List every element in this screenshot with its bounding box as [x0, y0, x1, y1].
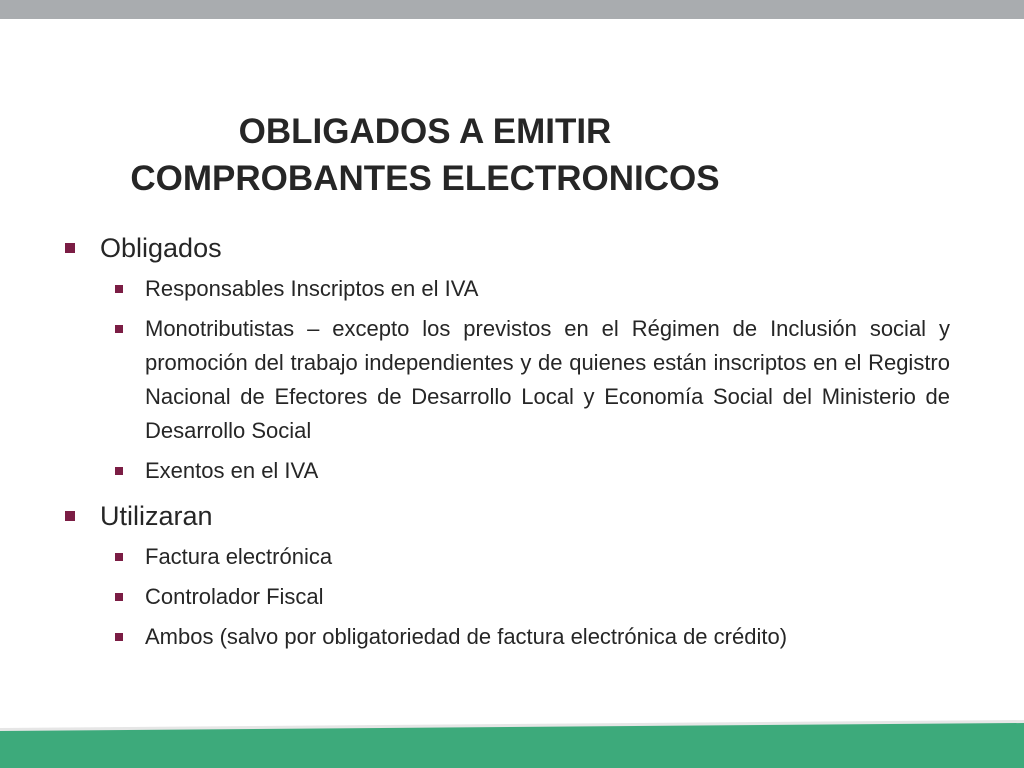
title-line-1: OBLIGADOS A EMITIR	[238, 112, 612, 151]
list-item-text: Factura electrónica	[145, 544, 333, 569]
top-decorative-bar	[0, 0, 1024, 19]
section-utilizaran	[62, 498, 950, 534]
square-bullet-icon	[115, 593, 123, 601]
square-bullet-icon	[115, 553, 123, 561]
list-item	[62, 272, 950, 306]
square-bullet-icon	[115, 325, 123, 333]
list-item-text: Controlador Fiscal	[145, 584, 324, 609]
list-item-text: Exentos en el IVA	[145, 458, 319, 483]
list-item	[62, 580, 950, 614]
obligados-list	[62, 272, 950, 488]
slide-title	[80, 108, 770, 202]
list-item	[62, 540, 950, 574]
bottom-decorative-band	[0, 718, 1024, 768]
square-bullet-icon	[115, 467, 123, 475]
list-item	[62, 454, 950, 488]
green-wave-band	[0, 718, 1024, 768]
section-heading: Obligados	[100, 233, 222, 263]
section-heading: Utilizaran	[100, 501, 213, 531]
square-bullet-icon	[65, 511, 75, 521]
list-item	[62, 312, 950, 448]
slide-content	[62, 230, 950, 654]
square-bullet-icon	[115, 633, 123, 641]
list-item-text: Responsables Inscriptos en el IVA	[145, 276, 479, 301]
title-line-2: COMPROBANTES ELECTRONICOS	[130, 159, 720, 198]
utilizaran-list	[62, 540, 950, 654]
list-item	[62, 620, 950, 654]
square-bullet-icon	[115, 285, 123, 293]
square-bullet-icon	[65, 243, 75, 253]
section-obligados	[62, 230, 950, 266]
list-item-text: Ambos (salvo por obligatoriedad de factura electrónica de crédito)	[145, 624, 788, 649]
list-item-text: Monotributistas – excepto los previstos en el Régimen de Inclusión social y promoción del trabajo independientes y de quienes están inscriptos en el Registro Nacional de Efectores de Desarrollo Local y Economía Social del Ministerio de Desarrollo Social	[145, 316, 950, 443]
